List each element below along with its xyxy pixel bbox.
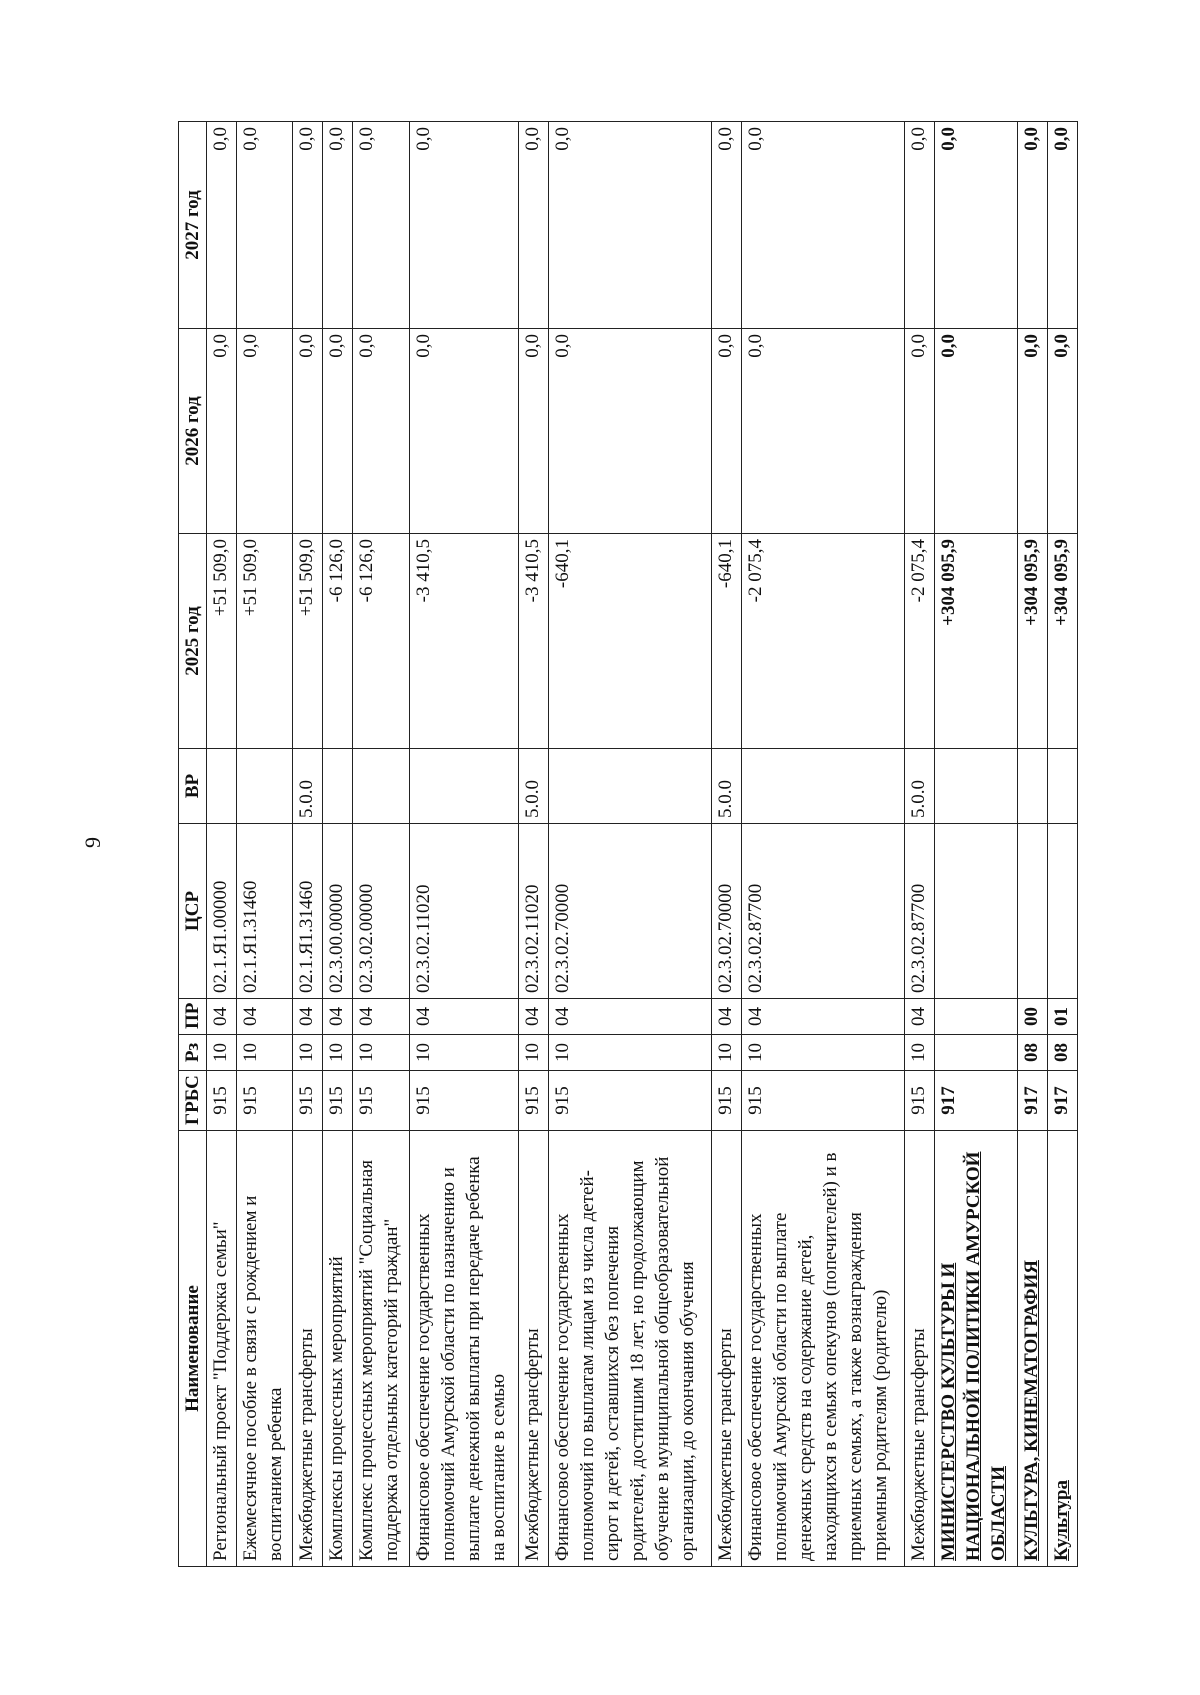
table-row	[1018, 122, 1048, 1567]
cell-pr: 04	[519, 999, 549, 1035]
cell-grbs: 915	[549, 1071, 712, 1131]
cell-2026: 0,0	[742, 329, 905, 534]
page-number: 9	[80, 837, 105, 848]
cell-name: Ежемесячное пособие в связи с рождением и воспитанием ребенка	[236, 1131, 293, 1567]
table-row	[409, 122, 519, 1567]
cell-name: Региональный проект "Поддержка семьи"	[207, 1131, 237, 1567]
cell-vr	[207, 749, 237, 824]
cell-csr: 02.3.02.00000	[353, 824, 410, 999]
cell-pr	[935, 999, 1018, 1035]
cell-2025: -2 075,4	[905, 534, 935, 749]
cell-2027: 0,0	[519, 122, 549, 329]
cell-csr: 02.3.02.87700	[905, 824, 935, 999]
header-2026: 2026 год	[179, 329, 207, 534]
cell-csr: 02.1.Я1.31460	[236, 824, 293, 999]
cell-vr	[409, 749, 519, 824]
cell-pr: 04	[353, 999, 410, 1035]
cell-2027: 0,0	[207, 122, 237, 329]
table-row	[742, 122, 905, 1567]
cell-csr: 02.1.Я1.00000	[207, 824, 237, 999]
cell-name: Финансовое обеспечение государственных полномочий по выплатам лицам из числа детей-сирот и детей, оставшихся без попечения родителей, достигшим 18 лет, но продолжающим обучение в муниципальной общеобразовательной организации, до окончания обучения	[549, 1131, 712, 1567]
cell-2025: -6 126,0	[323, 534, 353, 749]
cell-2027: 0,0	[236, 122, 293, 329]
cell-vr	[353, 749, 410, 824]
cell-2026: 0,0	[549, 329, 712, 534]
cell-vr	[236, 749, 293, 824]
cell-csr: 02.3.02.70000	[712, 824, 742, 999]
cell-2025: -6 126,0	[353, 534, 410, 749]
cell-2025: +304 095,9	[935, 534, 1018, 749]
cell-csr: 02.3.02.11020	[519, 824, 549, 999]
cell-grbs: 915	[712, 1071, 742, 1131]
table-row	[905, 122, 935, 1567]
cell-2025: +51 509,0	[207, 534, 237, 749]
cell-vr: 5.0.0	[519, 749, 549, 824]
cell-name: Комплексы процессных мероприятий	[323, 1131, 353, 1567]
cell-2026: 0,0	[905, 329, 935, 534]
header-grbs: ГРБС	[179, 1071, 207, 1131]
cell-pr: 04	[409, 999, 519, 1035]
header-pr: ПР	[179, 999, 207, 1035]
cell-csr: 02.3.02.11020	[409, 824, 519, 999]
cell-vr	[1048, 749, 1078, 824]
cell-vr: 5.0.0	[905, 749, 935, 824]
cell-grbs: 915	[905, 1071, 935, 1131]
cell-vr	[935, 749, 1018, 824]
cell-rz: 10	[519, 1035, 549, 1071]
cell-2027: 0,0	[742, 122, 905, 329]
cell-2027: 0,0	[712, 122, 742, 329]
cell-2025: -3 410,5	[519, 534, 549, 749]
cell-pr: 04	[236, 999, 293, 1035]
header-vr: ВР	[179, 749, 207, 824]
cell-rz: 10	[742, 1035, 905, 1071]
cell-rz: 10	[293, 1035, 323, 1071]
cell-pr: 01	[1048, 999, 1078, 1035]
cell-pr: 04	[549, 999, 712, 1035]
cell-vr	[742, 749, 905, 824]
header-2025: 2025 год	[179, 534, 207, 749]
cell-2025: -2 075,4	[742, 534, 905, 749]
cell-csr	[1048, 824, 1078, 999]
cell-rz: 08	[1018, 1035, 1048, 1071]
header-2027: 2027 год	[179, 122, 207, 329]
cell-2026: 0,0	[236, 329, 293, 534]
cell-grbs: 915	[207, 1071, 237, 1131]
cell-csr: 02.3.00.00000	[323, 824, 353, 999]
cell-name: МИНИСТЕРСТВО КУЛЬТУРЫ И НАЦИОНАЛЬНОЙ ПОЛИТИКИ АМУРСКОЙ ОБЛАСТИ	[935, 1131, 1018, 1567]
budget-table	[178, 121, 1078, 1567]
cell-grbs: 915	[742, 1071, 905, 1131]
cell-2025: +51 509,0	[236, 534, 293, 749]
cell-2025: +304 095,9	[1048, 534, 1078, 749]
cell-name: Межбюджетные трансферты	[905, 1131, 935, 1567]
cell-csr: 02.3.02.70000	[549, 824, 712, 999]
cell-rz: 10	[549, 1035, 712, 1071]
cell-pr: 04	[293, 999, 323, 1035]
table-row	[549, 122, 712, 1567]
cell-2025: -640,1	[712, 534, 742, 749]
cell-2025: +304 095,9	[1018, 534, 1048, 749]
cell-pr: 04	[905, 999, 935, 1035]
cell-csr: 02.3.02.87700	[742, 824, 905, 999]
cell-2027: 0,0	[409, 122, 519, 329]
cell-2026: 0,0	[935, 329, 1018, 534]
cell-name: Межбюджетные трансферты	[519, 1131, 549, 1567]
table-body	[207, 122, 1078, 1567]
cell-2027: 0,0	[1018, 122, 1048, 329]
cell-name: Межбюджетные трансферты	[293, 1131, 323, 1567]
cell-pr: 04	[323, 999, 353, 1035]
cell-name: КУЛЬТУРА, КИНЕМАТОГРАФИЯ	[1018, 1131, 1048, 1567]
cell-vr	[549, 749, 712, 824]
table-row	[323, 122, 353, 1567]
cell-grbs: 915	[409, 1071, 519, 1131]
cell-2027: 0,0	[293, 122, 323, 329]
cell-2027: 0,0	[1048, 122, 1078, 329]
table-row	[207, 122, 237, 1567]
cell-rz: 10	[236, 1035, 293, 1071]
cell-2026: 0,0	[409, 329, 519, 534]
cell-grbs: 915	[353, 1071, 410, 1131]
cell-csr	[935, 824, 1018, 999]
cell-csr	[1018, 824, 1048, 999]
budget-table-container	[178, 122, 1078, 1567]
cell-2026: 0,0	[207, 329, 237, 534]
cell-rz	[935, 1035, 1018, 1071]
cell-name: Финансовое обеспечение государственных полномочий Амурской области по назначению и выплате денежной выплаты при передаче ребенка на воспитание в семью	[409, 1131, 519, 1567]
cell-rz: 10	[207, 1035, 237, 1071]
cell-rz: 10	[905, 1035, 935, 1071]
cell-pr: 00	[1018, 999, 1048, 1035]
cell-2026: 0,0	[353, 329, 410, 534]
cell-2027: 0,0	[549, 122, 712, 329]
cell-name: Комплекс процессных мероприятий "Социальная поддержка отдельных категорий граждан"	[353, 1131, 410, 1567]
cell-grbs: 915	[519, 1071, 549, 1131]
cell-2026: 0,0	[712, 329, 742, 534]
cell-2027: 0,0	[353, 122, 410, 329]
cell-vr: 5.0.0	[712, 749, 742, 824]
cell-grbs: 915	[293, 1071, 323, 1131]
cell-2026: 0,0	[323, 329, 353, 534]
table-row	[1048, 122, 1078, 1567]
table-row	[236, 122, 293, 1567]
cell-2025: +51 509,0	[293, 534, 323, 749]
cell-pr: 04	[712, 999, 742, 1035]
table-header-row	[179, 122, 207, 1567]
cell-2026: 0,0	[1048, 329, 1078, 534]
cell-name: Межбюджетные трансферты	[712, 1131, 742, 1567]
cell-rz: 08	[1048, 1035, 1078, 1071]
cell-rz: 10	[353, 1035, 410, 1071]
table-row	[712, 122, 742, 1567]
table-row	[519, 122, 549, 1567]
cell-pr: 04	[207, 999, 237, 1035]
cell-pr: 04	[742, 999, 905, 1035]
cell-grbs: 917	[1018, 1071, 1048, 1131]
header-csr: ЦСР	[179, 824, 207, 999]
cell-vr	[1018, 749, 1048, 824]
cell-grbs: 915	[236, 1071, 293, 1131]
cell-grbs: 917	[935, 1071, 1018, 1131]
cell-vr: 5.0.0	[293, 749, 323, 824]
cell-csr: 02.1.Я1.31460	[293, 824, 323, 999]
cell-vr	[323, 749, 353, 824]
cell-name: Культура	[1048, 1131, 1078, 1567]
cell-2026: 0,0	[1018, 329, 1048, 534]
cell-rz: 10	[409, 1035, 519, 1071]
table-row	[293, 122, 323, 1567]
cell-rz: 10	[712, 1035, 742, 1071]
table-row	[353, 122, 410, 1567]
header-rz: Рз	[179, 1035, 207, 1071]
cell-grbs: 917	[1048, 1071, 1078, 1131]
header-name: Наименование	[179, 1131, 207, 1567]
cell-2025: -3 410,5	[409, 534, 519, 749]
table-row	[935, 122, 1018, 1567]
cell-rz: 10	[323, 1035, 353, 1071]
cell-2025: -640,1	[549, 534, 712, 749]
cell-grbs: 915	[323, 1071, 353, 1131]
cell-2026: 0,0	[293, 329, 323, 534]
cell-2027: 0,0	[323, 122, 353, 329]
cell-2026: 0,0	[519, 329, 549, 534]
cell-name: Финансовое обеспечение государственных полномочий Амурской области по выплате денежных средств на содержание детей, находящихся в семьях опекунов (попечителей) и в приемных семьях, а также вознаграждения приемным родителям (родителю)	[742, 1131, 905, 1567]
cell-2027: 0,0	[905, 122, 935, 329]
cell-2027: 0,0	[935, 122, 1018, 329]
